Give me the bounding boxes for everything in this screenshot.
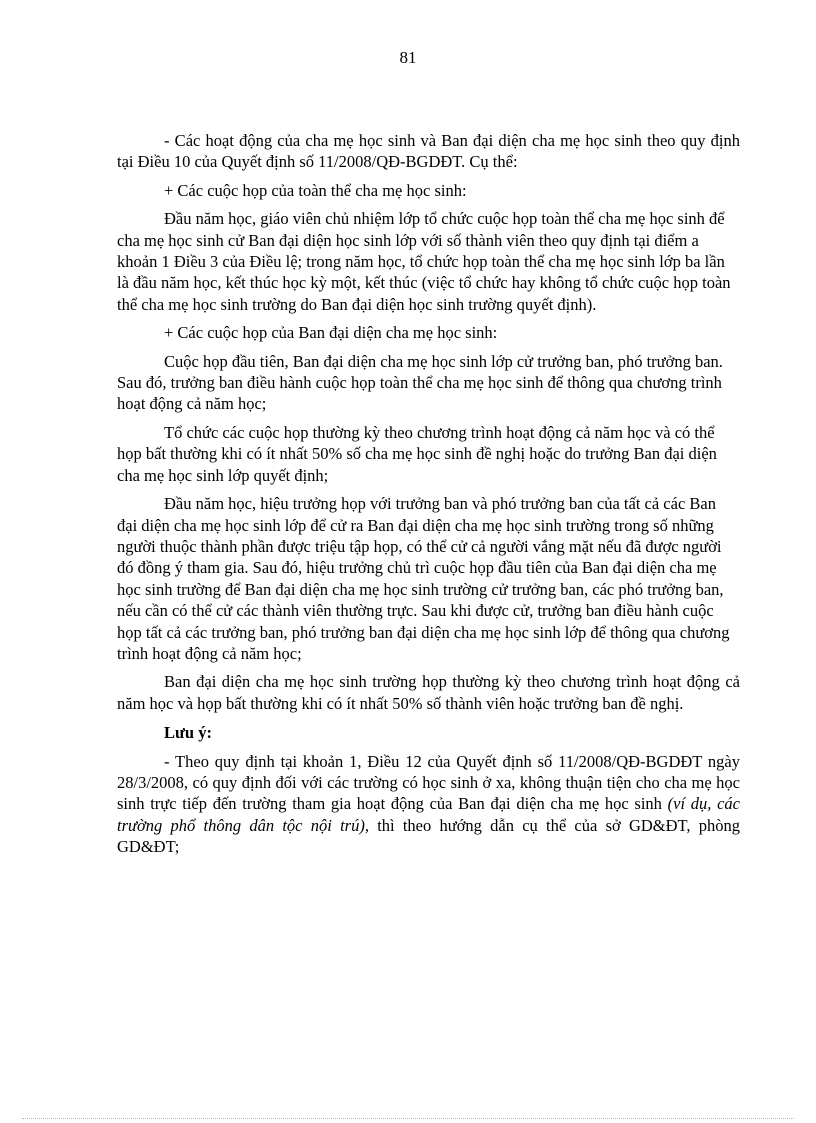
note-heading: Lưu ý: xyxy=(164,723,212,743)
document-body xyxy=(117,130,740,865)
paragraph-first-board-meeting: Cuộc họp đầu tiên, Ban đại diện cha mẹ học sinh lớp cử trưởng ban, phó trưởng ban. Sau đó, trưởng ban điều hành cuộc họp toàn thể cha mẹ học sinh để thông qua chương trình hoạt động cả năm học; xyxy=(117,351,723,414)
page-number: 81 xyxy=(399,48,417,67)
note-text-after: thì theo hướng dẫn cụ thể của sở GD&ĐT, phòng GD&ĐT; xyxy=(117,815,740,857)
subheading-board-meetings: + Các cuộc họp của Ban đại diện cha mẹ học sinh: xyxy=(164,323,498,343)
page-bottom-divider xyxy=(22,1118,794,1119)
paragraph-activities-intro: - Các hoạt động của cha mẹ học sinh và Ban đại diện cha mẹ học sinh theo quy định tại Điều 10 của Quyết định số 11/2008/QĐ-BGDĐT. Cụ thể: xyxy=(117,131,740,172)
paragraph-start-of-year-meeting: Đầu năm học, giáo viên chủ nhiệm lớp tổ chức cuộc họp toàn thể cha mẹ học sinh để cha mẹ học sinh cử Ban đại diện học sinh lớp với số thành viên theo quy định tại điểm a khoản 1 Điều 3 của Điều lệ; trong năm học, tổ chức họp toàn thể cha mẹ học sinh lớp ba lần là đầu năm học, kết thúc học kỳ một, kết thúc (việc tổ chức hay không tổ chức cuộc họp toàn thể cha mẹ học sinh trường do Ban đại diện học sinh trường quyết định). xyxy=(117,209,731,314)
subheading-all-parents-meetings: + Các cuộc họp của toàn thể cha mẹ học sinh: xyxy=(164,180,467,200)
paragraph-regular-meetings: Tổ chức các cuộc họp thường kỳ theo chương trình hoạt động cả năm học và có thể họp bất thường khi có ít nhất 50% số cha mẹ học sinh đề nghị hoặc do trưởng Ban đại diện cha mẹ học sinh lớp quyết định; xyxy=(117,422,717,485)
note-paragraph xyxy=(117,751,740,858)
note-text-before: - Theo quy định tại khoản 1, Điều 12 của Quyết định số 11/2008/QĐ-BGDĐT ngày 28/3/2008, có quy định đối với các trường có học sinh ở xa, không thuận tiện cho cha mẹ học sinh trực tiếp đến trường tham gia hoạt động của Ban đại diện cha mẹ học sinh xyxy=(117,751,740,814)
paragraph-principal-meeting: Đầu năm học, hiệu trưởng họp với trưởng ban và phó trưởng ban của tất cả các Ban đại diện cha mẹ học sinh lớp để cử ra Ban đại diện cha mẹ học sinh trường trong số những người thuộc thành phần được triệu tập họp, có thể cử cả người vắng mặt nếu đã được người đó đồng ý tham gia. Sau đó, hiệu trưởng chủ trì cuộc họp đầu tiên của Ban đại diện cha mẹ học sinh trường để Ban đại diện cha mẹ học sinh trường cử trưởng ban, các phó trưởng ban, nếu cần có thể cử các thành viên thường trực. Sau khi được cử, trưởng ban điều hành cuộc họp tất cả các trưởng ban, phó trưởng ban đại diện cha mẹ học sinh lớp để thông qua chương trình hoạt động cả năm học; xyxy=(117,494,730,663)
note-text-italic: (ví dụ, các trường phổ thông dân tộc nội trú), xyxy=(117,794,740,835)
paragraph-school-board-meetings: Ban đại diện cha mẹ học sinh trường họp thường kỳ theo chương trình hoạt động cả năm học và họp bất thường khi có ít nhất 50% số thành viên hoặc trưởng ban đề nghị. xyxy=(117,672,740,713)
